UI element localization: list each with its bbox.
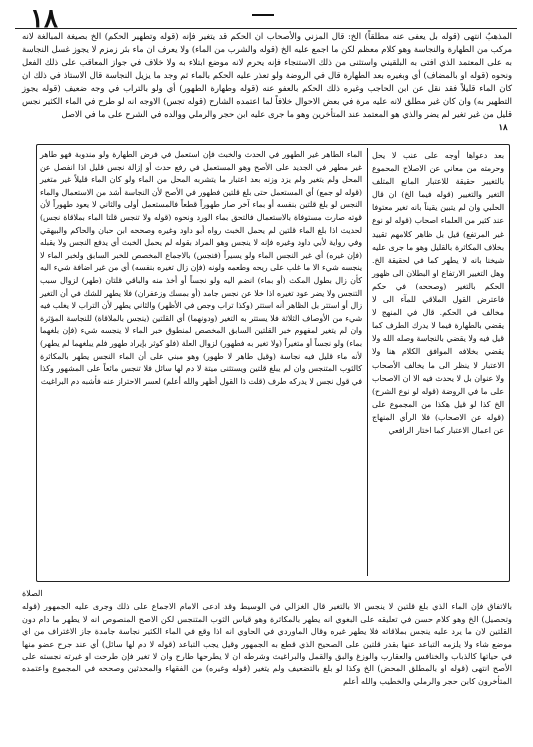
lower-heading: الصلاة <box>22 589 43 598</box>
lower-paragraph: بالاتفاق فإن الماء الذي بلغ قلتين لا ينجس الا بالتغير قال الغزالي في الوسيط وقد ادعى الامام الاجماع على ذلك وجرى عليه الجمهور (قوله وتحصيل) الخ وهو كلام حسن في تعليقه على البغوي انه يطهر بالمكاثرة وهو قياس الثوب المتنجس لكن الاصح المنصوص انه لا يطهر ما دام دون القلتين لان ما يرد عليه ينجس بملاقاته فلا يطهر غيره وقال الماوردي في الحاوي انه اذا وقع في الماء الكثير نجاسة جامدة جاز الاغتراف من اي موضع شاء ولا يلزمه التباعد عنها بقدر قلتين على الصحيح الذي قطع به الجمهور وقيل يجب التباعد (قوله لا دم لها سائل) أي عند جرح عضو منها في حياتها كالذباب والخنافس والعقارب والوزغ والبق والقمل والبراغيث وشرطه ان لا يطرحها طارح وان لا تغير فإن طرحت او غيرته نجسته على الأصح انتهى (قوله او بالمطلق المحض) الخ وكذا لو بلغ بالتضعيف ولم يتغير (قوله وغيره) من الفقهاء والمحدثين وصححه في المجموع واعتمده المتأخرون كابن حجر والرملي والخطيب والله أعلم <box>22 601 512 686</box>
section-number: ١٨ <box>498 122 508 132</box>
upper-text-block <box>22 30 512 138</box>
side-column <box>372 149 504 574</box>
upper-paragraph: المذهبُ انتهى (قوله بل يعفى عنه مطلقاً) الخ: قال المزني والأصحاب ان الحكم قد يتغير فإنه (قوله وتطهير الحكم) الخ بصيغة المبالغة لانه مركب من الطهارة والنجاسة وهو كلام معظم لكن ما اجمع عليه الخ (قوله والشرب من الماء) ولا يعرف ان ماء بئر زمزم لا يجوز غسل النجاسة به على المعتمد الذي افتى به البلقيني واستثنى من ذلك الاستنجاء فإنه يحرم لانه موضع ابتلاء به ولا خلاف في جواز المعاقب على ذلك الفعل ونحوه (قوله او بالمضاف) أي وبغيره بعد الطهارة قال في الروضة ولو تعذر عليه الحكم بالماء ثم وجد ما يزيل النجاسة قال الاستاذ في ذلك ان كان الماء قليلاً فقد نقل عن ابن الحاجب وغيره ذلك الحكم بالعفو عنه (قوله وطهارة الطهور) أي ولو بالتراب في وجه ضعيف (قوله يجوز التطهير به) وان كان غير مطلق لانه عليه مرة في بعض الاحوال خلافاً لما اعتمده الشارح (قوله تجس) الاوجه انه لو طرح في الماء الكثير نجس قليل من غير تغير لم يضر والذي هو المعتمد عند المتأخرين وهو ما جرى عليه ابن حجر والرملي ووالده في الشرح على ما في الاصل <box>22 31 512 119</box>
main-column-text: الماء الطاهر غير الطهور في الحدث والخبث فإن استعمل في فرض الطهارة ولو مندوبة فهو طاهر غير مطهر في الجديد على الأصح وهو المستعمل في رفع حدث أو إزالة نجس قليل اذا انفصل عن المحل ولم يتغير ولم يزد وزنه بعد اعتبار ما يتشربه المحل من الماء ولو كان الماء قليلاً غير متغير (قوله لو جمع) أي المستعمل حتى بلغ قلتين فطهور في الأصح لأن النجاسة أشد من الاستعمال والماء النجس لو بلغ قلتين بنفسه أو بماء آخر صار طهوراً قطعاً فالمستعمل أولى والثاني لا يعود طهوراً لأن قوته صارت مستوفاة بالاستعمال فالتحق بماء الورد ونحوه (قوله ولا تنجس قلتا الماء بملاقاة نجس) لحديث اذا بلغ الماء قلتين لم يحمل الخبث رواه أبو داود وغيره وصححه ابن حبان والحاكم والبيهقي وفي رواية لأبي داود وغيره فإنه لا ينجس وهو المراد بقوله لم يحمل الخبث أي يدفع النجس ولا يقبله (فإن غيره) أي غير النجس الماء ولو يسيراً (فنجس) بالاجماع المخصص للخبر السابق ولخبر الماء لا ينجسه شيء الا ما غلب على ريحه وطعمه ولونه (فإن زال تغيره بنفسه) أي من غير اضافة شيء اليه كأن زال بطول المكث (أو بماء) انضم اليه ولو نجساً أو أخذ منه والباقي قلتان (طهر) لزوال سبب التنجس ولا يضر عود تغيره اذا خلا عن نجس جامد (أو بمسك وزعفران) فلا يطهر للشك في أن التغير زال أو استتر بل الظاهر أنه استتر (وكذا تراب وجص في الأظهر) والثاني يطهر لأن التراب لا يغلب فيه شيء من الأوصاف الثلاثة فلا يستتر به التغير (ودونهما) أي القلتين (ينجس بالملاقاة) للنجاسة المؤثرة وان لم يتغير لمفهوم خبر القلتين السابق المخصص لمنطوق خبر الماء لا ينجسه شيء (فإن بلغهما بماء) ولو نجساً أو متغيراً (ولا تغير به فطهور) لزوال العلة (فلو كوثر بإيراد طهور فلم يبلغهما لم يطهر) لأنه ماء قليل فيه نجاسة (وقيل طاهر لا طهور) وهو مبني على أن الماء النجس يطهر بالمكاثرة كالثوب المتنجس وان لم يبلغ قلتين ويستثنى ميتة لا دم لها سائل فلا تنجس مائعاً على المشهور وكذا في قول نجس لا يدركه طرف (قلت ذا القول أظهر والله أعلم) لعسر الاحتراز عنه فأشبه دم البراغيث <box>40 150 362 386</box>
page-number: ١٨ <box>30 4 58 34</box>
header-dash <box>252 14 274 16</box>
main-column <box>40 149 362 574</box>
side-column-text: بعد دعواها أوجه على عنب لا يحل وحرمته من معاني عن الاصلاح المحموع بالتغيير حقيقة للاعتبار المانع المتلف التغير والتغيير (قوله فيما الخ) ان قال الحلبي وان لم يتبين يقيناً بانه تغير معتوفا عند كثير من العلماء اصحاب (قوله لو نوع غير المرتفع) قيل بل ظاهر كلامهم تقييد بخلاف المكاثرة بالقليل وهو ما جرى عليه شيخنا بانه لا يطهر كما في لحقيقة الخ. وهل التغيير الارتفاع او البطلان الى ظهور الحكم بالتغير (وصححه) في حكم فاعترض القول الملاقي للمآء الى لا مخالف في الحكم. قال في المنهج لا يقضي بالطهارة فيما لا يدرك الطرف كما قيل فيه ولا يقضي بالنجاسة وصله الله ولا يقضي بخلافه الموافق الكلام هنا ولا الاعتبار لا ينظر الى ما يخالف الأصحاب ولا عنوان بل لا يحدث فيه الا ان الاصحاب على ما في الروضة (قوله لو نوع الشرح) الخ كذا لو قيل هكذا من المجموع على (قوله عن الاصحاب) فلا الرأي المنهاج عن اعمال الاعتبار كما اختار الرافعي <box>372 151 504 435</box>
column-rule <box>367 148 368 576</box>
lower-text-block <box>22 588 512 728</box>
